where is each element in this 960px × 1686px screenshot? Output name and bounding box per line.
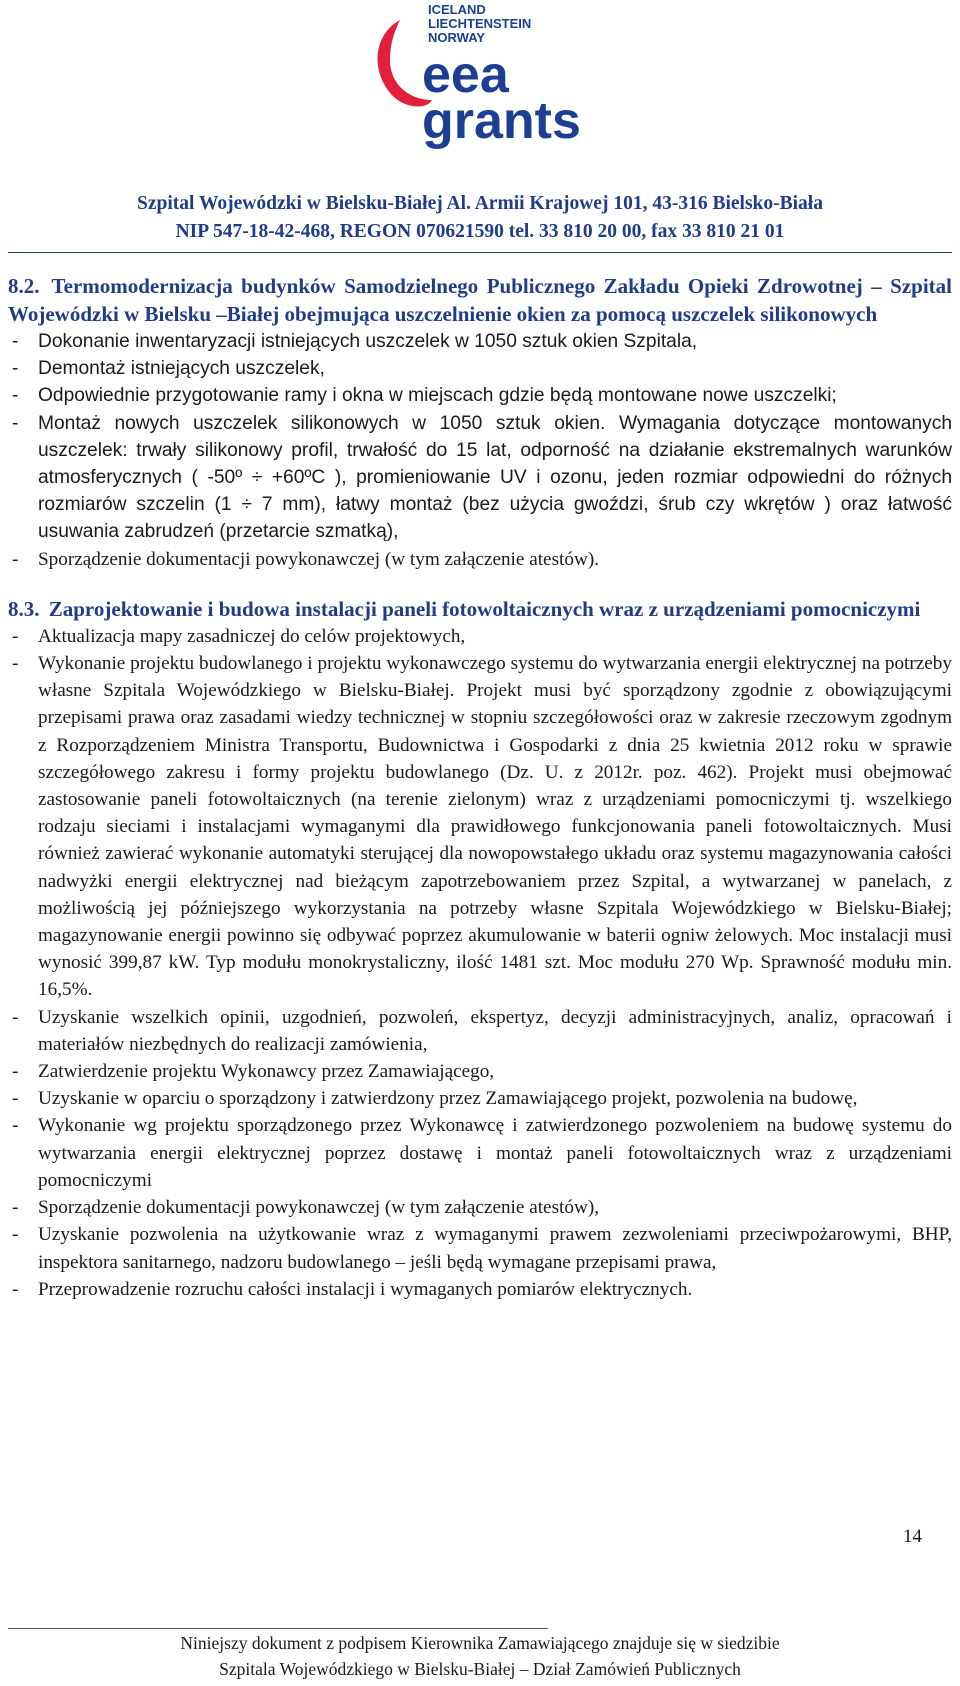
list-item: - Uzyskanie w oparciu o sporządzony i zatwierdzony przez Zamawiającego projekt, pozwolenia na budowę, xyxy=(8,1085,952,1112)
section-8-2-number: 8.2. xyxy=(8,274,40,298)
logo-country-norway: NORWAY xyxy=(428,30,486,45)
logo-country-iceland: ICELAND xyxy=(428,2,486,17)
list-item: - Montaż nowych uszczelek silikonowych w 1050 sztuk okien. Wymagania dotyczące montowanych uszczelek: trwały silikonowy profil, trwałość do 15 lat, odporność na działanie ekstremalnych warunków atmosferycznych ( -50º ÷ +60ºC ), promieniowanie UV i ozonu, jeden rozmiar odpowiedni do różnych rozmiarów szczelin (1 ÷ 7 mm), łatwy montaż (bez użycia gwoździ, śrub czy wkrętów ) oraz łatwość usuwania zabrudzeń (przetarcie szmatką), xyxy=(8,410,952,546)
section-8-3-number: 8.3. xyxy=(8,596,40,621)
eea-grants-logo xyxy=(370,0,630,150)
page-number: 14 xyxy=(903,1526,922,1547)
section-8-2-heading xyxy=(8,272,952,328)
list-item: - Sporządzenie dokumentacji powykonawczej (w tym załączenie atestów), xyxy=(8,1194,952,1221)
logo-brand-eea: eea xyxy=(422,46,509,104)
footer-line-1: Niniejszy dokument z podpisem Kierownika Zamawiającego znajduje się w siedzibie xyxy=(180,1633,780,1653)
list-item: - Uzyskanie pozwolenia na użytkowanie wraz z wymaganymi prawem zezwoleniami przeciwpożarowymi, BHP, inspektora sanitarnego, nadzoru budowlanego – jeśli będą wymagane przepisami prawa, xyxy=(8,1221,952,1275)
list-item: - Przeprowadzenie rozruchu całości instalacji i wymaganych pomiarów elektrycznych. xyxy=(8,1276,952,1303)
section-8-3-title: Zaprojektowanie i budowa instalacji paneli fotowoltaicznych wraz z urządzeniami pomocniczymi xyxy=(48,596,921,621)
logo-country-liechtenstein: LIECHTENSTEIN xyxy=(428,16,532,31)
letterhead xyxy=(8,190,952,246)
letterhead-address: Szpital Wojewódzki w Bielsku-Białej Al. Armii Krajowej 101, 43-316 Bielsko-Biała xyxy=(137,193,823,214)
list-item: - Sporządzenie dokumentacji powykonawczej (w tym załączenie atestów). xyxy=(8,546,952,573)
list-item: - Aktualizacja mapy zasadniczej do celów projektowych, xyxy=(8,623,952,650)
header-divider xyxy=(8,252,952,253)
footer xyxy=(0,1630,960,1682)
list-item: - Odpowiednie przygotowanie ramy i okna w miejscach gdzie będą montowane nowe uszczelki; xyxy=(8,382,952,409)
section-8-3-list xyxy=(8,623,952,1303)
list-item: - Zatwierdzenie projektu Wykonawcy przez Zamawiającego, xyxy=(8,1058,952,1085)
footer-divider xyxy=(8,1628,548,1629)
logo-brand-grants: grants xyxy=(422,92,581,150)
footer-line-2: Szpitala Wojewódzkiego w Bielsku-Białej – Dział Zamówień Publicznych xyxy=(219,1659,741,1679)
list-item: - Dokonanie inwentaryzacji istniejących uszczelek w 1050 sztuk okien Szpitala, xyxy=(8,328,952,355)
list-item: - Wykonanie projektu budowlanego i projektu wykonawczego systemu do wytwarzania energii elektrycznej na potrzeby własne Szpitala Wojewódzkiego w Bielsku-Białej. Projekt musi być sporządzony zgodnie z obowiązującymi przepisami prawa oraz zasadami wiedzy technicznej w stopniu szczegółowości oraz w zakresie rzeczowym zgodnym z Rozporządzeniem Ministra Transportu, Budownictwa i Gospodarki z dnia 25 kwietnia 2012 roku w sprawie szczegółowego zakresu i formy projektu budowlanego (Dz. U. z 2012r. poz. 462). Projekt musi obejmować zastosowanie paneli fotowoltaicznych (na terenie zielonym) wraz z urządzeniami pomocniczymi tj. wszelkiego rodzaju sieciami i instalacjami wymaganymi dla prawidłowego funkcjonowania paneli fotowoltaicznych. Musi również zawierać wykonanie automatyki sterującej dla nowopowstałego układu oraz systemu magazynowania całości nadwyżki energii elektrycznej nad bieżącym zapotrzebowaniem przez Szpital, a wytwarzanej w panelach, z możliwością jej późniejszego wykorzystania na potrzeby własne Szpitala Wojewódzkiego w Bielsku-Białej; magazynowanie energii powinno się odbywać poprzez akumulowanie w baterii ogniw żelowych. Moc instalacji musi wynosić 399,87 kW. Typ modułu monokrystaliczny, ilość 1481 szt. Moc modułu 270 Wp. Sprawność modułu min. 16,5%. xyxy=(8,650,952,1004)
list-item: - Demontaż istniejących uszczelek, xyxy=(8,355,952,382)
document-body xyxy=(8,272,952,1303)
section-8-2-list xyxy=(8,328,952,573)
section-8-2-title: Termomodernizacja budynków Samodzielnego Publicznego Zakładu Opieki Zdrowotnej – Szpital Wojewódzki w Bielsku –Białej obejmująca uszczelnienie okien za pomocą uszczelek silikonowych xyxy=(8,274,952,326)
letterhead-ids: NIP 547-18-42-468, REGON 070621590 tel. 33 810 20 00, fax 33 810 21 01 xyxy=(175,221,785,242)
list-item: - Uzyskanie wszelkich opinii, uzgodnień, pozwoleń, ekspertyz, decyzji administracyjnych, analiz, opracowań i materiałów niezbędnych do realizacji zamówienia, xyxy=(8,1004,952,1058)
list-item: - Wykonanie wg projektu sporządzonego przez Wykonawcę i zatwierdzonego pozwoleniem na budowę systemu do wytwarzania energii elektrycznej poprzez dostawę i montaż paneli fotowoltaicznych wraz z urządzeniami pomocniczymi xyxy=(8,1112,952,1194)
section-8-3-heading xyxy=(8,595,952,623)
